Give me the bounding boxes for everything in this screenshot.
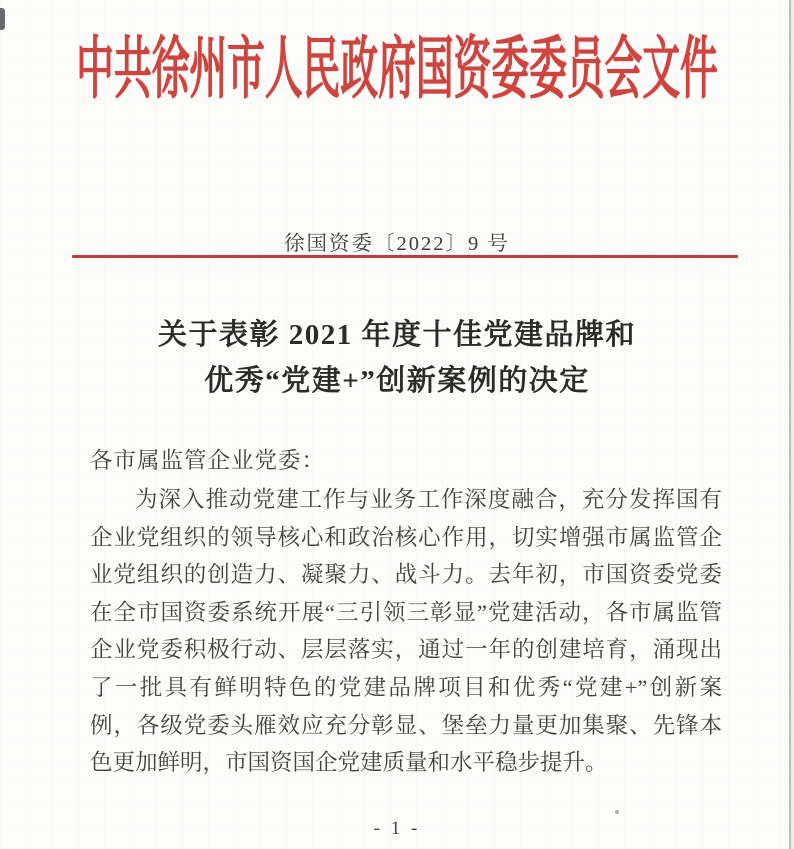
salutation: 各市属监管企业党委： — [90, 448, 326, 473]
body-line: 业党组织的创造力、凝聚力、战斗力。去年初，市国资委党委 — [90, 562, 722, 588]
document-number: 徐国资委〔2022〕9 号 — [284, 233, 510, 255]
body-line: 例，各级党委头雁效应充分彰显、堡垒力量更加集聚、先锋本 — [90, 712, 722, 738]
body-line: 企业党委积极行动、层层落实，通过一年的创建培育，涌现出 — [90, 637, 722, 663]
scan-speck — [0, 8, 5, 30]
letterhead — [0, 32, 794, 106]
page-number: - 1 - — [373, 818, 421, 839]
document-title-line-1: 关于表彰 2021 年度十佳党建品牌和 — [157, 319, 636, 351]
document-title-line-2: 优秀“党建+”创新案例的决定 — [204, 365, 590, 397]
letterhead-title: 中共徐州市人民政府国资委委员会文件 — [76, 31, 718, 107]
body-line: 在全市国资委系统开展“三引领三彰显”党建活动，各市属监管 — [90, 599, 722, 625]
body-line: 为深入推动党建工作与业务工作深度融合，充分发挥国有 — [135, 487, 722, 512]
red-divider-line — [72, 255, 738, 258]
body-line: 色更加鲜明，市国资国企党建质量和水平稳步提升。 — [90, 750, 608, 776]
body-paragraph — [90, 481, 722, 782]
body-line: 企业党组织的领导核心和政治核心作用，切实增强市属监管企 — [90, 524, 722, 550]
body-line: 了一批具有鲜明特色的党建品牌项目和优秀“党建+”创新案 — [90, 674, 722, 700]
scan-edge-right — [789, 0, 791, 849]
scan-dot — [615, 810, 619, 814]
